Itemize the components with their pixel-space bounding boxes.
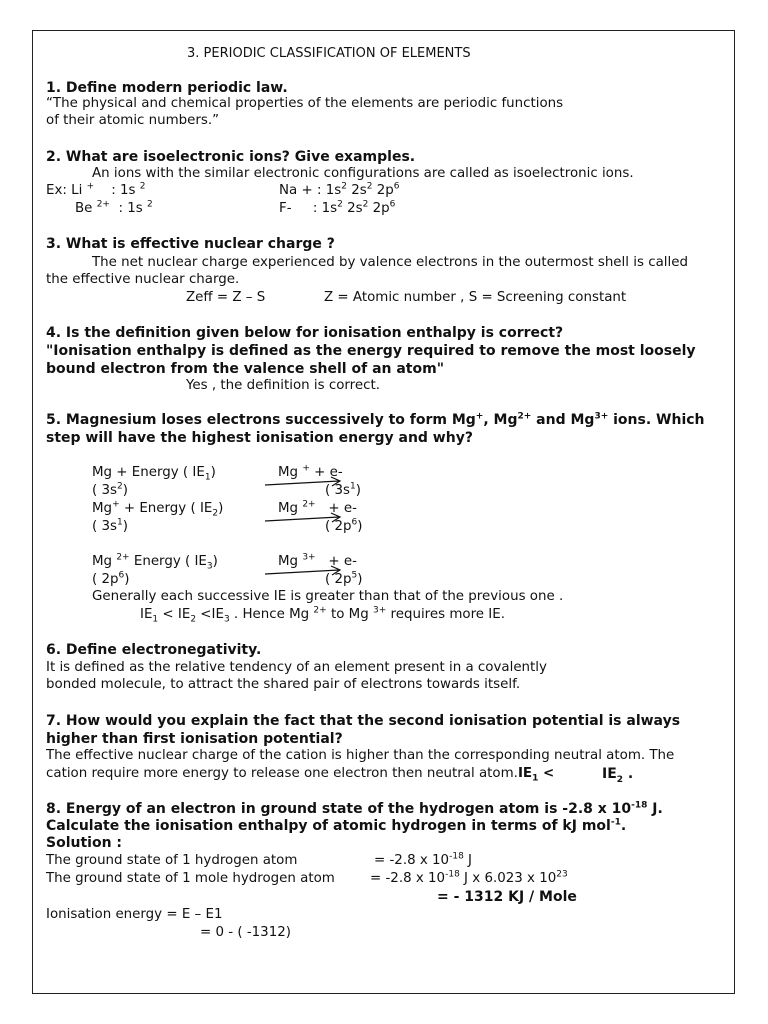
reaction-1-products: Mg + + e- [278, 463, 343, 480]
question-8-line-1: 8. Energy of an electron in ground state of the hydrogen atom is -2.8 x $10^{-18}$ J. [46, 800, 663, 817]
reaction-1-reactants: Mg + Energy ( $IE_1$) [92, 465, 216, 483]
question-4: 4. Is the definition given below for ionisation enthalpy is correct? [46, 325, 564, 341]
question-5-line-2: step will have the highest ionisation energy and why? [46, 430, 473, 446]
zeff-legend: Z = Atomic number , S = Screening constant [324, 290, 627, 305]
zeff-formula: Zeff = Z – S [186, 290, 266, 305]
solution-step-2-value: = -2.8 x $10^{-18}$ J x 6.023 x $10^{23}$ [370, 869, 568, 886]
reaction-2-config-right: ( $2p^6$) [325, 517, 363, 534]
reaction-3-config-right: ( $2p^5$) [325, 570, 363, 587]
solution-step-1-label: The ground state of 1 hydrogen atom [46, 853, 298, 868]
answer-7-line-2: cation require more energy to release one electron then neutral $atom.IE_1$ < [46, 766, 555, 784]
reaction-1-config-right: ( $3s^1$) [325, 481, 361, 498]
reaction-2-config-left: ( $3s^1$) [92, 517, 128, 534]
quote-line-1: "Ionisation enthalpy is defined as the energy required to remove the most loosely [46, 343, 696, 359]
solution-step-1-value: = -2.8 x $10^{-18}$ J [374, 851, 473, 868]
question-3: 3. What is effective nuclear charge ? [46, 236, 335, 252]
document-title: 3. PERIODIC CLASSIFICATION OF ELEMENTS [187, 46, 471, 61]
ionisation-energy-substitution: = 0 - ( -1312) [200, 925, 291, 940]
solution-step-2-label: The ground state of 1 mole hydrogen atom [46, 871, 335, 886]
answer-7-ie2: $IE_2$ . [602, 766, 634, 785]
question-7-line-1: 7. How would you explain the fact that the second ionisation potential is always [46, 713, 681, 729]
answer-4: Yes , the definition is correct. [186, 378, 380, 393]
answer-3-line-1: The net nuclear charge experienced by valence electrons in the outermost shell is called [92, 255, 688, 270]
reaction-3-reactants: Mg $^{2+}$ Energy ( $IE_3$) [92, 552, 218, 572]
example-li: Ex: Li + : 1s $^2$ [46, 181, 146, 198]
question-2: 2. What are isoelectronic ions? Give examples. [46, 149, 416, 165]
reaction-3-config-left: ( $2p^6$) [92, 570, 130, 587]
reaction-3-products: Mg $^{3+}$ + e- [278, 552, 357, 569]
ionisation-energy-equation: Ionisation energy = E – E1 [46, 907, 223, 922]
example-na: Na + : $1s^2$ $2s^2$ $2p^6$ [279, 181, 400, 198]
question-8-line-2: Calculate the ionisation enthalpy of atomic hydrogen in terms of kJ mol$^{-1}$. [46, 817, 627, 834]
solution-result: = - 1312 KJ / Mole [437, 889, 577, 905]
answer-3-line-2: the effective nuclear charge. [46, 272, 240, 287]
q5-conclusion-2: $IE_1 < IE_2 <IE_3$ . Hence Mg $^{2+}$ to Mg $^{3+}$ requires more IE. [140, 605, 505, 625]
answer-1-line-2: of their atomic numbers.” [46, 113, 220, 128]
question-1: 1. Define modern periodic law. [46, 80, 288, 96]
answer-2: An ions with the similar electronic configurations are called as isoelectronic ions. [92, 166, 634, 181]
reaction-2-products: Mg $^{2+}$ + e- [278, 499, 357, 516]
example-f: F- : $1s^2$ $2s^2$ $2p^6$ [279, 199, 396, 216]
q5-conclusion-1: Generally each successive IE is greater than that of the previous one . [92, 589, 564, 604]
solution-label: Solution : [46, 835, 123, 851]
question-7-line-2: higher than first ionisation potential? [46, 731, 343, 747]
quote-line-2: bound electron from the valence shell of an atom" [46, 361, 444, 377]
answer-1-line-1: “The physical and chemical properties of the elements are periodic functions [46, 96, 564, 111]
question-5-line-1: 5. Magnesium loses electrons successively to form Mg+, $Mg^{2+}$ and $Mg^{3+}$ ions. Which [46, 411, 705, 428]
question-6: 6. Define electronegativity. [46, 642, 262, 658]
answer-6-line-1: It is defined as the relative tendency of an element present in a covalently [46, 660, 547, 675]
example-be: Be $^{2+}$ : 1s $^2$ [75, 199, 153, 216]
reaction-1-config-left: ( $3s^2$) [92, 481, 128, 498]
answer-6-line-2: bonded molecule, to attract the shared pair of electrons towards itself. [46, 677, 521, 692]
answer-7-line-1: The effective nuclear charge of the cation is higher than the corresponding neutral atom. The [46, 748, 675, 763]
reaction-2-reactants: Mg+ + Energy ( $IE_2$) [92, 499, 224, 519]
